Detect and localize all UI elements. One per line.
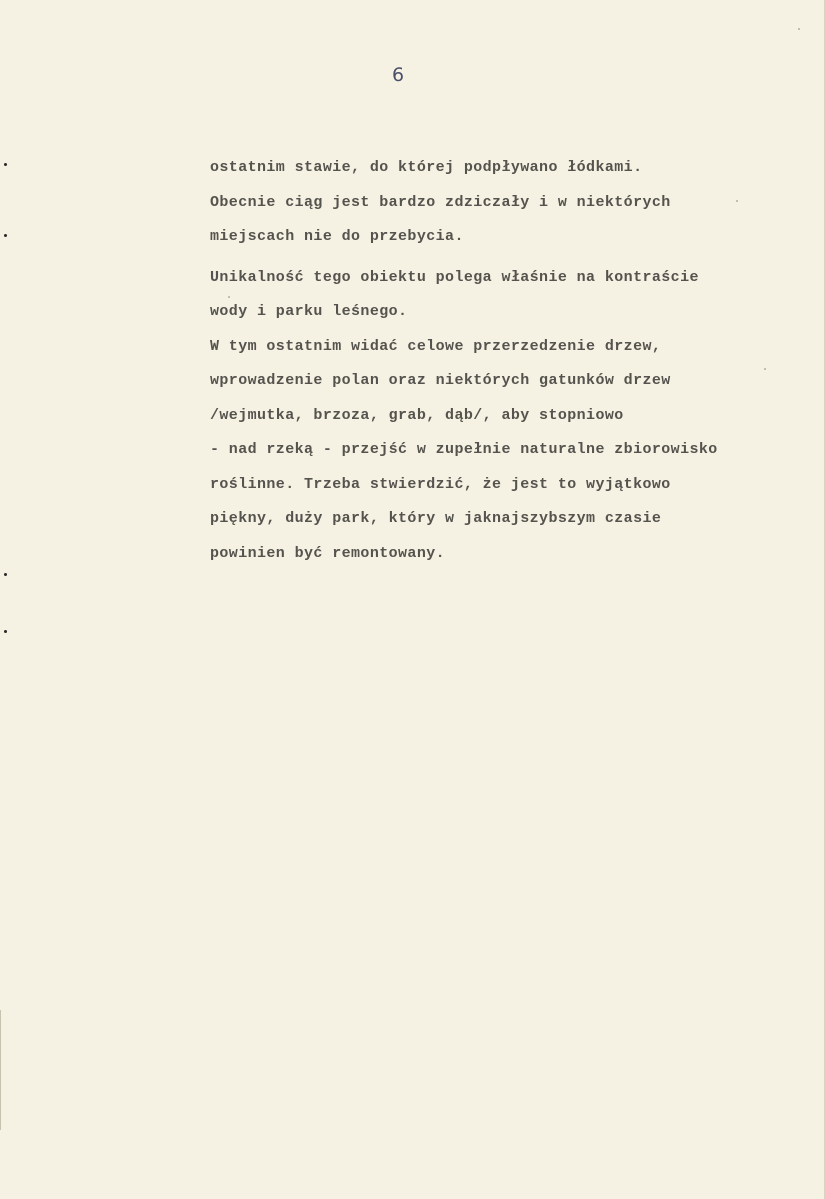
binding-mark bbox=[4, 573, 7, 576]
page-edge-shadow bbox=[0, 1010, 1, 1130]
paper-speck bbox=[736, 200, 738, 202]
binding-mark bbox=[4, 163, 7, 166]
page-number: 6 bbox=[392, 64, 405, 86]
text-line: W tym ostatnim widać celowe przerzedzenie drzew, bbox=[210, 337, 662, 355]
text-line: miejscach nie do przebycia. bbox=[210, 228, 464, 245]
text-line: Obecnie ciąg jest bardzo zdziczały i w niektórych bbox=[210, 193, 671, 211]
paper-speck bbox=[798, 28, 800, 30]
text-line: wody i parku leśnego. bbox=[210, 303, 408, 320]
body-text bbox=[210, 158, 810, 578]
text-line: powinien być remontowany. bbox=[210, 544, 446, 562]
text-line: - nad rzeką - przejść w zupełnie naturalne zbiorowisko bbox=[210, 441, 718, 458]
text-line: ostatnim stawie, do której podpływano łódkami. bbox=[210, 159, 643, 176]
text-line: piękny, duży park, który w jaknajszybszym czasie bbox=[210, 510, 662, 527]
text-line: /wejmutka, brzoza, grab, dąb/, aby stopniowo bbox=[210, 406, 624, 424]
paper-speck bbox=[228, 296, 230, 298]
binding-mark bbox=[4, 630, 7, 633]
text-line: Unikalność tego obiektu polega właśnie na kontraście bbox=[210, 268, 699, 286]
binding-mark bbox=[4, 234, 7, 237]
text-line: wprowadzenie polan oraz niektórych gatunków drzew bbox=[210, 372, 671, 389]
text-line: roślinne. Trzeba stwierdzić, że jest to wyjątkowo bbox=[210, 475, 671, 493]
paper-speck bbox=[764, 368, 766, 370]
